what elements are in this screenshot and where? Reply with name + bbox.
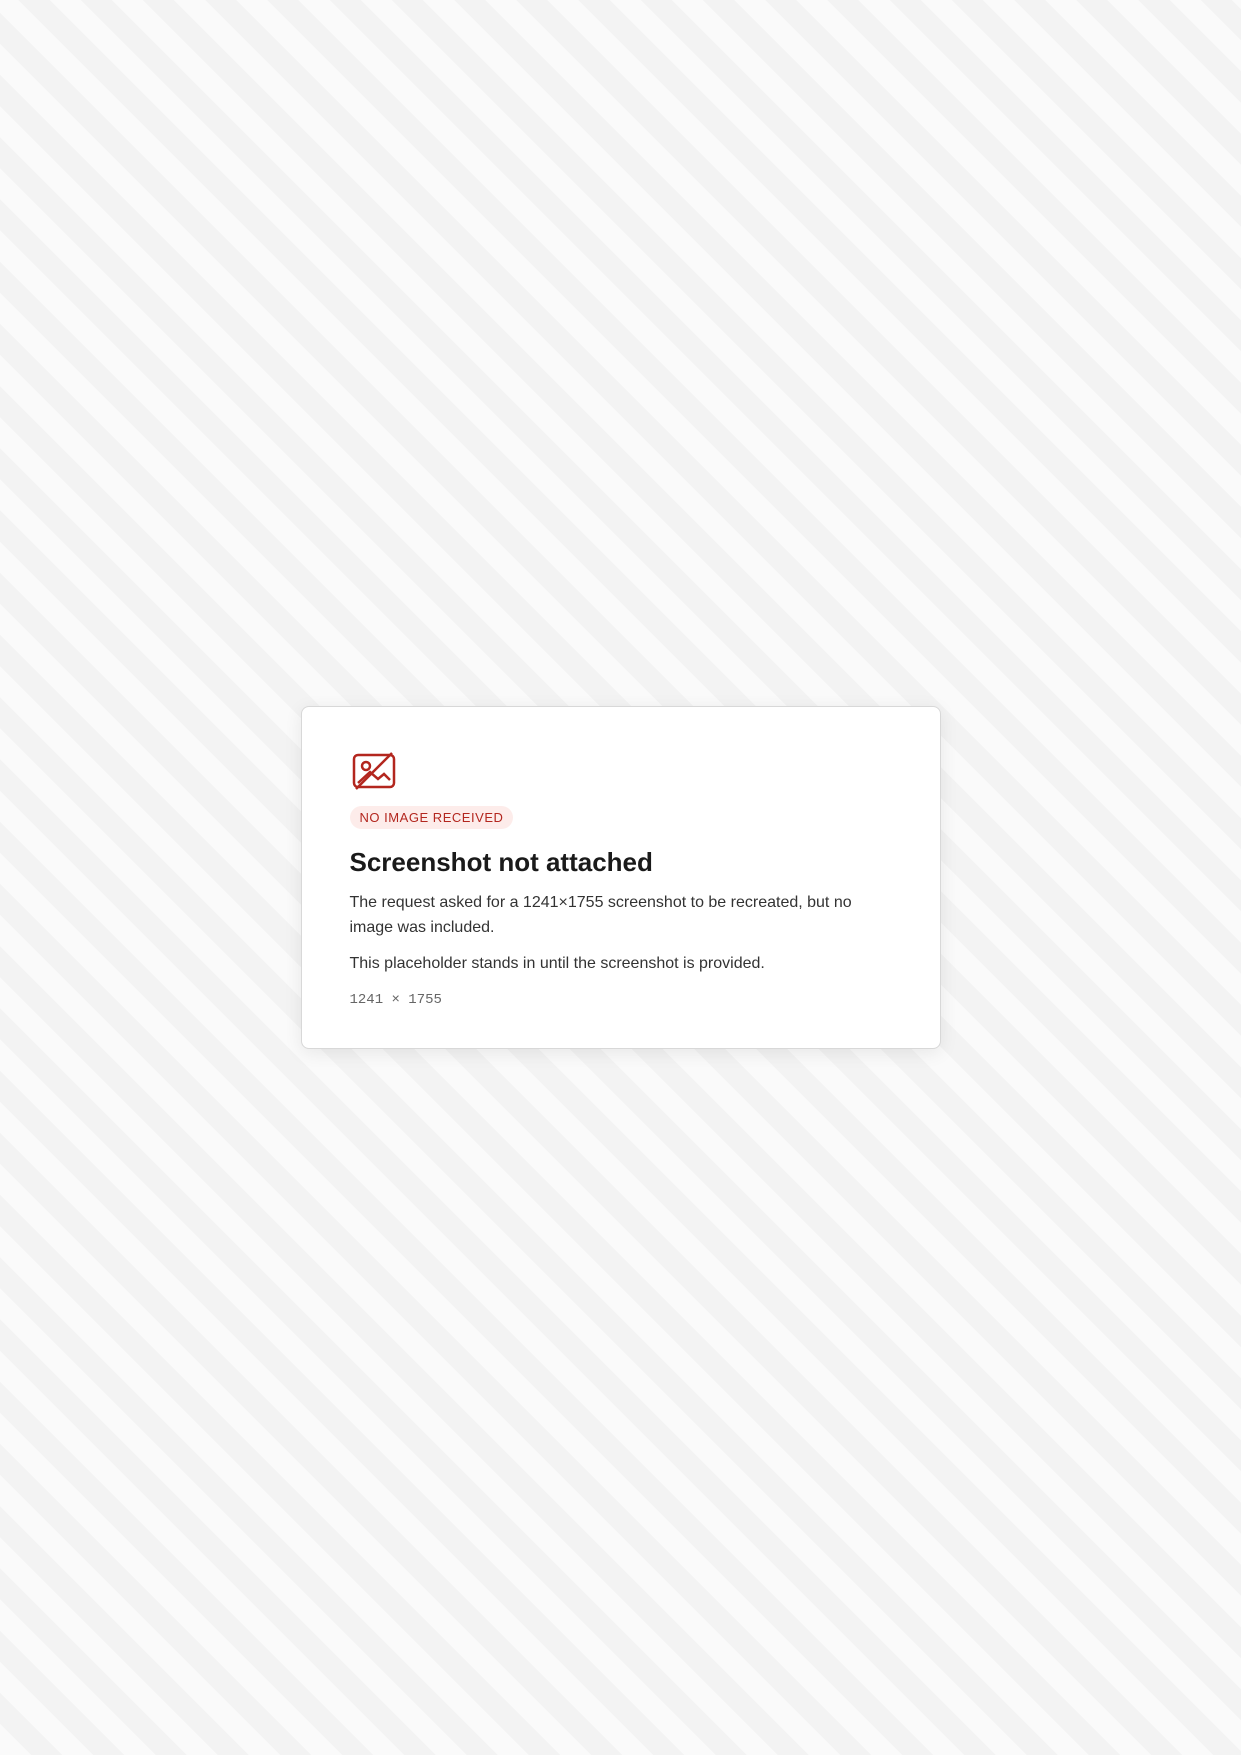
status-badge: NO IMAGE RECEIVED xyxy=(350,806,514,829)
notice-line-2: This placeholder stands in until the screenshot is provided. xyxy=(349,954,765,972)
notice-line-1: The request asked for a 1241×1755 screenshot to be recreated, but no image was included. xyxy=(349,893,852,937)
missing-image-icon xyxy=(350,747,398,795)
notice-title: Screenshot not attached xyxy=(349,846,653,877)
notice-card xyxy=(301,706,941,1050)
target-dimensions: 1241 × 1755 xyxy=(349,992,442,1009)
